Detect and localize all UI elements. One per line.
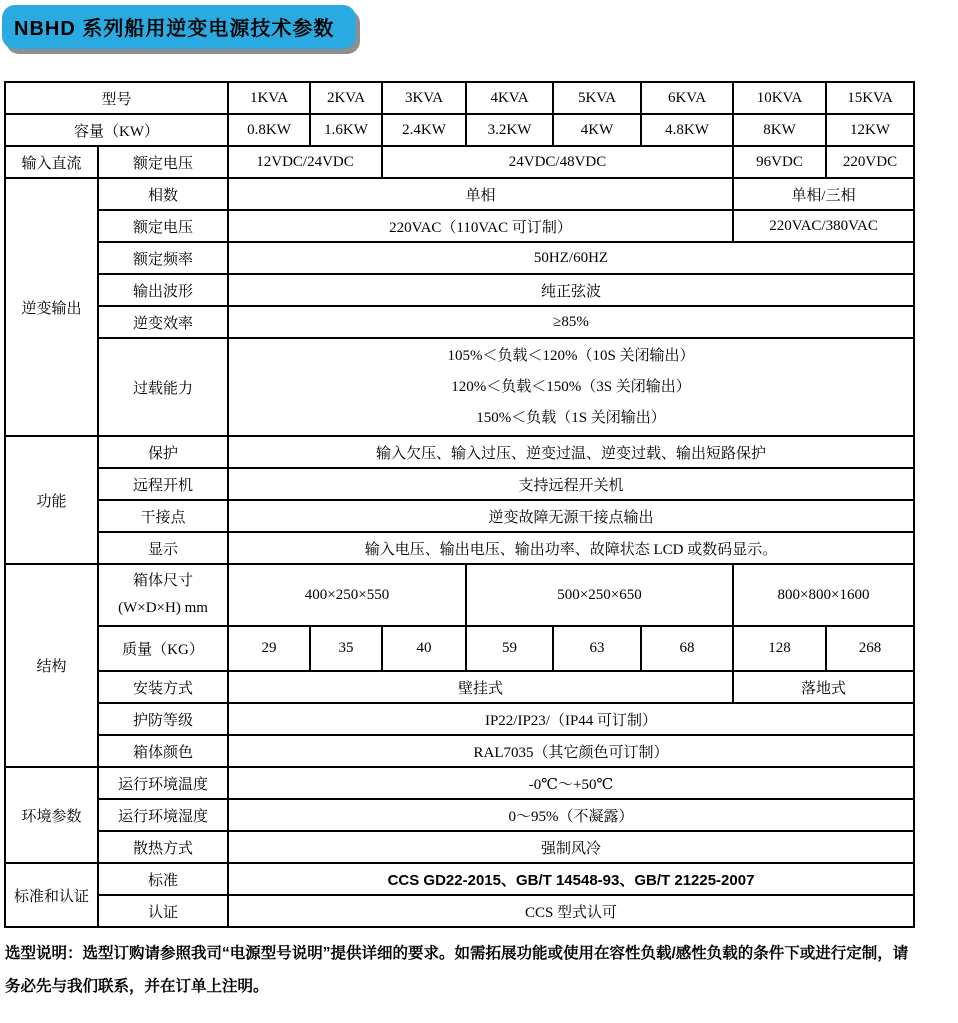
model-value-3: 3KVA bbox=[382, 82, 466, 114]
weight-value-6: 68 bbox=[641, 626, 733, 671]
weight-value-8: 268 bbox=[826, 626, 914, 671]
model-value-4: 4KVA bbox=[466, 82, 553, 114]
row-display bbox=[5, 532, 914, 564]
mounting-label: 安装方式 bbox=[98, 671, 228, 703]
input-dc-value-2: 24VDC/48VDC bbox=[382, 146, 733, 178]
capacity-value-8: 12KW bbox=[826, 114, 914, 146]
efficiency-label: 逆变效率 bbox=[98, 306, 228, 338]
row-remote bbox=[5, 468, 914, 500]
weight-value-4: 59 bbox=[466, 626, 553, 671]
waveform-label: 输出波形 bbox=[98, 274, 228, 306]
certification-value: CCS 型式认可 bbox=[228, 895, 914, 927]
capacity-value-2: 1.6KW bbox=[310, 114, 382, 146]
protection-grade-value: IP22/IP23/（IP44 可订制） bbox=[228, 703, 914, 735]
temperature-value: -0℃～+50℃ bbox=[228, 767, 914, 799]
model-value-5: 5KVA bbox=[553, 82, 641, 114]
row-certification bbox=[5, 895, 914, 927]
remote-label: 远程开机 bbox=[98, 468, 228, 500]
row-overload bbox=[5, 338, 914, 436]
rated-frequency-label: 额定频率 bbox=[98, 242, 228, 274]
cabinet-color-value: RAL7035（其它颜色可订制） bbox=[228, 735, 914, 767]
row-cabinet-color bbox=[5, 735, 914, 767]
temperature-label: 运行环境温度 bbox=[98, 767, 228, 799]
input-dc-label: 额定电压 bbox=[98, 146, 228, 178]
dimensions-label-line-2: (W×D×H) mm bbox=[118, 600, 208, 616]
phase-label: 相数 bbox=[98, 178, 228, 210]
row-rated-frequency bbox=[5, 242, 914, 274]
model-value-7: 10KVA bbox=[733, 82, 826, 114]
phase-value-1: 单相 bbox=[228, 178, 733, 210]
weight-value-1: 29 bbox=[228, 626, 310, 671]
model-label: 型号 bbox=[5, 82, 228, 114]
overload-line-2: 120%＜负载＜150%（3S 关闭输出） bbox=[451, 378, 691, 395]
cooling-value: 强制风冷 bbox=[228, 831, 914, 863]
rated-frequency-value: 50HZ/60HZ bbox=[228, 242, 914, 274]
group-function: 功能 bbox=[5, 436, 98, 564]
overload-value bbox=[228, 338, 914, 436]
row-weight bbox=[5, 626, 914, 671]
spec-table bbox=[4, 81, 915, 928]
group-environment: 环境参数 bbox=[5, 767, 98, 863]
row-humidity bbox=[5, 799, 914, 831]
mounting-value-2: 落地式 bbox=[733, 671, 914, 703]
dimensions-label bbox=[98, 564, 228, 626]
row-protection bbox=[5, 436, 914, 468]
capacity-value-4: 3.2KW bbox=[466, 114, 553, 146]
selection-note-line-2: 务必先与我们联系，并在订单上注明。 bbox=[5, 978, 269, 995]
dimensions-value-2: 500×250×650 bbox=[466, 564, 733, 626]
input-dc-value-1: 12VDC/24VDC bbox=[228, 146, 382, 178]
certification-label: 认证 bbox=[98, 895, 228, 927]
row-standard bbox=[5, 863, 914, 895]
selection-note-line-1: 选型说明：选型订购请参照我司“电源型号说明”提供详细的要求。如需拓展功能或使用在容性负载/感性负载的条件下或进行定制，请 bbox=[5, 945, 909, 962]
weight-value-3: 40 bbox=[382, 626, 466, 671]
row-mounting bbox=[5, 671, 914, 703]
page-title: NBHD 系列船用逆变电源技术参数 bbox=[14, 18, 335, 40]
row-capacity bbox=[5, 114, 914, 146]
group-structure: 结构 bbox=[5, 564, 98, 767]
weight-value-7: 128 bbox=[733, 626, 826, 671]
row-dry-contact bbox=[5, 500, 914, 532]
capacity-value-6: 4.8KW bbox=[641, 114, 733, 146]
title-banner bbox=[2, 5, 356, 49]
dimensions-label-line-1: 箱体尺寸 bbox=[133, 573, 194, 589]
capacity-value-7: 8KW bbox=[733, 114, 826, 146]
model-value-1: 1KVA bbox=[228, 82, 310, 114]
capacity-value-5: 4KW bbox=[553, 114, 641, 146]
row-dimensions bbox=[5, 564, 914, 626]
phase-value-2: 单相/三相 bbox=[733, 178, 914, 210]
input-dc-value-3: 96VDC bbox=[733, 146, 826, 178]
selection-note bbox=[5, 937, 958, 1003]
row-cooling bbox=[5, 831, 914, 863]
model-value-2: 2KVA bbox=[310, 82, 382, 114]
capacity-value-3: 2.4KW bbox=[382, 114, 466, 146]
dimensions-value-1: 400×250×550 bbox=[228, 564, 466, 626]
input-dc-value-4: 220VDC bbox=[826, 146, 914, 178]
group-input-dc: 输入直流 bbox=[5, 146, 98, 178]
group-inverter-output: 逆变输出 bbox=[5, 178, 98, 436]
row-protection-grade bbox=[5, 703, 914, 735]
capacity-value-1: 0.8KW bbox=[228, 114, 310, 146]
row-waveform bbox=[5, 274, 914, 306]
overload-line-1: 105%＜负载＜120%（10S 关闭输出） bbox=[447, 347, 695, 364]
waveform-value: 纯正弦波 bbox=[228, 274, 914, 306]
rated-voltage-ac-value-2: 220VAC/380VAC bbox=[733, 210, 914, 242]
protection-value: 输入欠压、输入过压、逆变过温、逆变过载、输出短路保护 bbox=[228, 436, 914, 468]
capacity-label: 容量（KW） bbox=[5, 114, 228, 146]
mounting-value-1: 壁挂式 bbox=[228, 671, 733, 703]
row-input-dc bbox=[5, 146, 914, 178]
weight-value-5: 63 bbox=[553, 626, 641, 671]
model-value-8: 15KVA bbox=[826, 82, 914, 114]
row-model bbox=[5, 82, 914, 114]
display-label: 显示 bbox=[98, 532, 228, 564]
overload-line-3: 150%＜负载（1S 关闭输出） bbox=[476, 409, 666, 426]
weight-value-2: 35 bbox=[310, 626, 382, 671]
humidity-value: 0～95%（不凝露） bbox=[228, 799, 914, 831]
protection-label: 保护 bbox=[98, 436, 228, 468]
row-temperature bbox=[5, 767, 914, 799]
standard-value: CCS GD22-2015、GB/T 14548-93、GB/T 21225-2007 bbox=[228, 863, 914, 895]
humidity-label: 运行环境湿度 bbox=[98, 799, 228, 831]
row-rated-voltage-ac bbox=[5, 210, 914, 242]
model-value-6: 6KVA bbox=[641, 82, 733, 114]
efficiency-value: ≥85% bbox=[228, 306, 914, 338]
dimensions-value-3: 800×800×1600 bbox=[733, 564, 914, 626]
protection-grade-label: 护防等级 bbox=[98, 703, 228, 735]
standard-label: 标准 bbox=[98, 863, 228, 895]
cabinet-color-label: 箱体颜色 bbox=[98, 735, 228, 767]
overload-label: 过载能力 bbox=[98, 338, 228, 436]
row-efficiency bbox=[5, 306, 914, 338]
cooling-label: 散热方式 bbox=[98, 831, 228, 863]
group-standards: 标准和认证 bbox=[5, 863, 98, 927]
rated-voltage-ac-label: 额定电压 bbox=[98, 210, 228, 242]
dry-contact-value: 逆变故障无源干接点输出 bbox=[228, 500, 914, 532]
display-value: 输入电压、输出电压、输出功率、故障状态 LCD 或数码显示。 bbox=[228, 532, 914, 564]
remote-value: 支持远程开关机 bbox=[228, 468, 914, 500]
row-phase bbox=[5, 178, 914, 210]
rated-voltage-ac-value-1: 220VAC（110VAC 可订制） bbox=[228, 210, 733, 242]
dry-contact-label: 干接点 bbox=[98, 500, 228, 532]
weight-label: 质量（KG） bbox=[98, 626, 228, 671]
